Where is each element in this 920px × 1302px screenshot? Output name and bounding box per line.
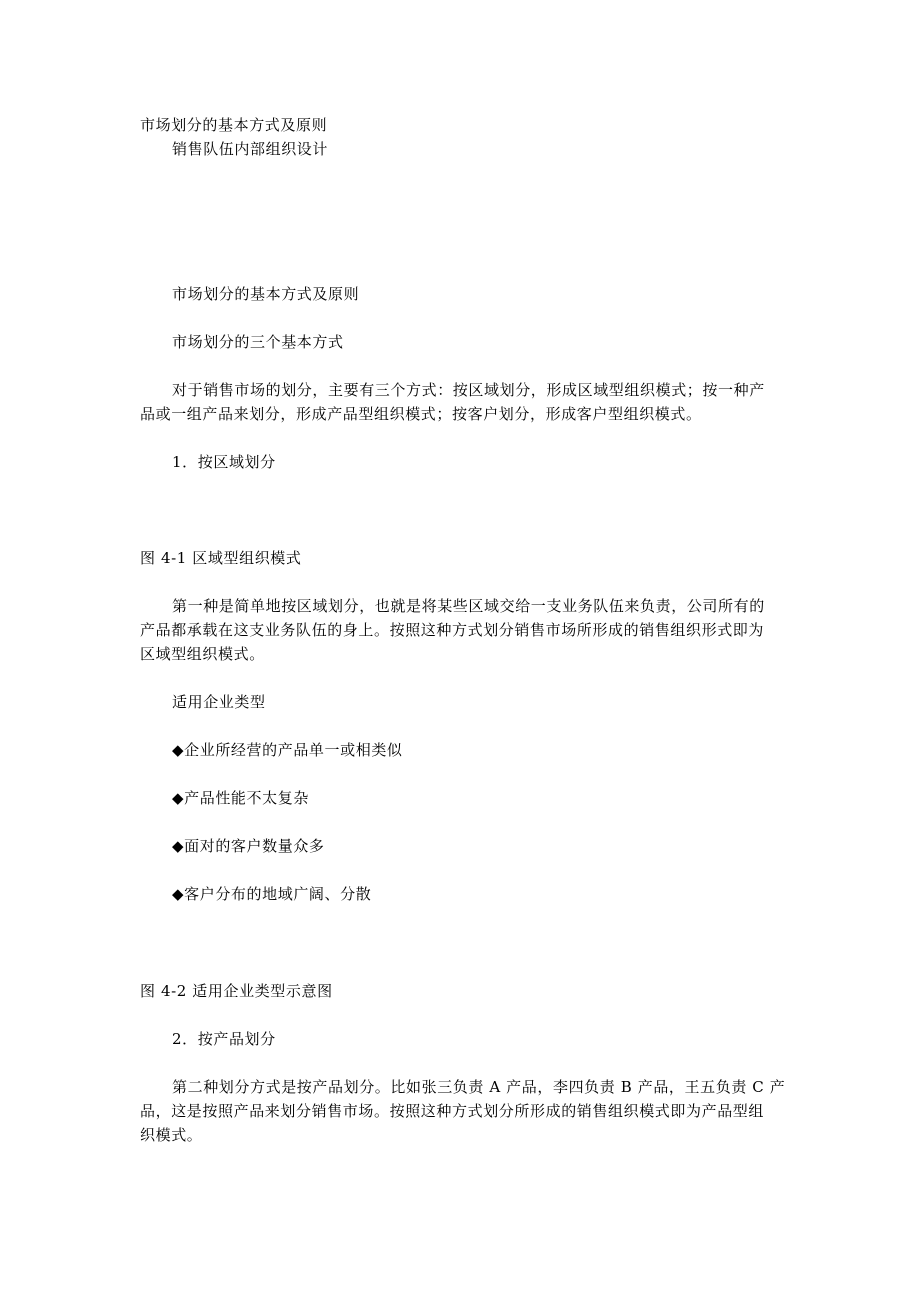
product-line: 第二种划分方式是按产品划分。比如张三负责 A 产品，李四负责 B 产品，王五负责 C 产 xyxy=(172,1078,786,1096)
bullet-item: ◆产品性能不太复杂 xyxy=(172,789,309,807)
intro-line: 品或一组产品来划分，形成产品型组织模式；按客户划分，形成客户型组织模式。 xyxy=(140,405,702,423)
product-line: 品，这是按照产品来划分销售市场。按照这种方式划分所形成的销售组织模式即为产品型组 xyxy=(140,1102,765,1120)
product-paragraph xyxy=(140,1075,785,1147)
bullet-item: ◆面对的客户数量众多 xyxy=(172,837,325,855)
region-line: 第一种是简单地按区域划分，也就是将某些区域交给一支业务队伍来负责，公司所有的 xyxy=(172,597,765,615)
section-subheading: 市场划分的三个基本方式 xyxy=(172,333,344,351)
region-line: 产品都承载在这支业务队伍的身上。按照这种方式划分销售市场所形成的销售组织形式即为 xyxy=(140,621,765,639)
item2-heading: 2．按产品划分 xyxy=(172,1030,276,1048)
bullet-item: ◆企业所经营的产品单一或相类似 xyxy=(172,741,403,759)
item1-heading: 1．按区域划分 xyxy=(172,453,276,471)
product-line: 织模式。 xyxy=(140,1126,203,1144)
region-paragraph xyxy=(140,594,765,666)
intro-paragraph xyxy=(140,378,765,426)
figure-1-caption: 图 4-1 区域型组织模式 xyxy=(140,549,302,567)
document-title: 市场划分的基本方式及原则 xyxy=(140,116,328,134)
applicable-heading: 适用企业类型 xyxy=(172,693,266,711)
section-heading: 市场划分的基本方式及原则 xyxy=(172,285,360,303)
region-line: 区域型组织模式。 xyxy=(140,645,265,663)
intro-line: 对于销售市场的划分，主要有三个方式：按区域划分，形成区域型组织模式；按一种产 xyxy=(172,381,765,399)
bullet-item: ◆客户分布的地域广阔、分散 xyxy=(172,885,372,903)
figure-2-caption: 图 4-2 适用企业类型示意图 xyxy=(140,982,333,1000)
document-subtitle: 销售队伍内部组织设计 xyxy=(172,140,329,158)
